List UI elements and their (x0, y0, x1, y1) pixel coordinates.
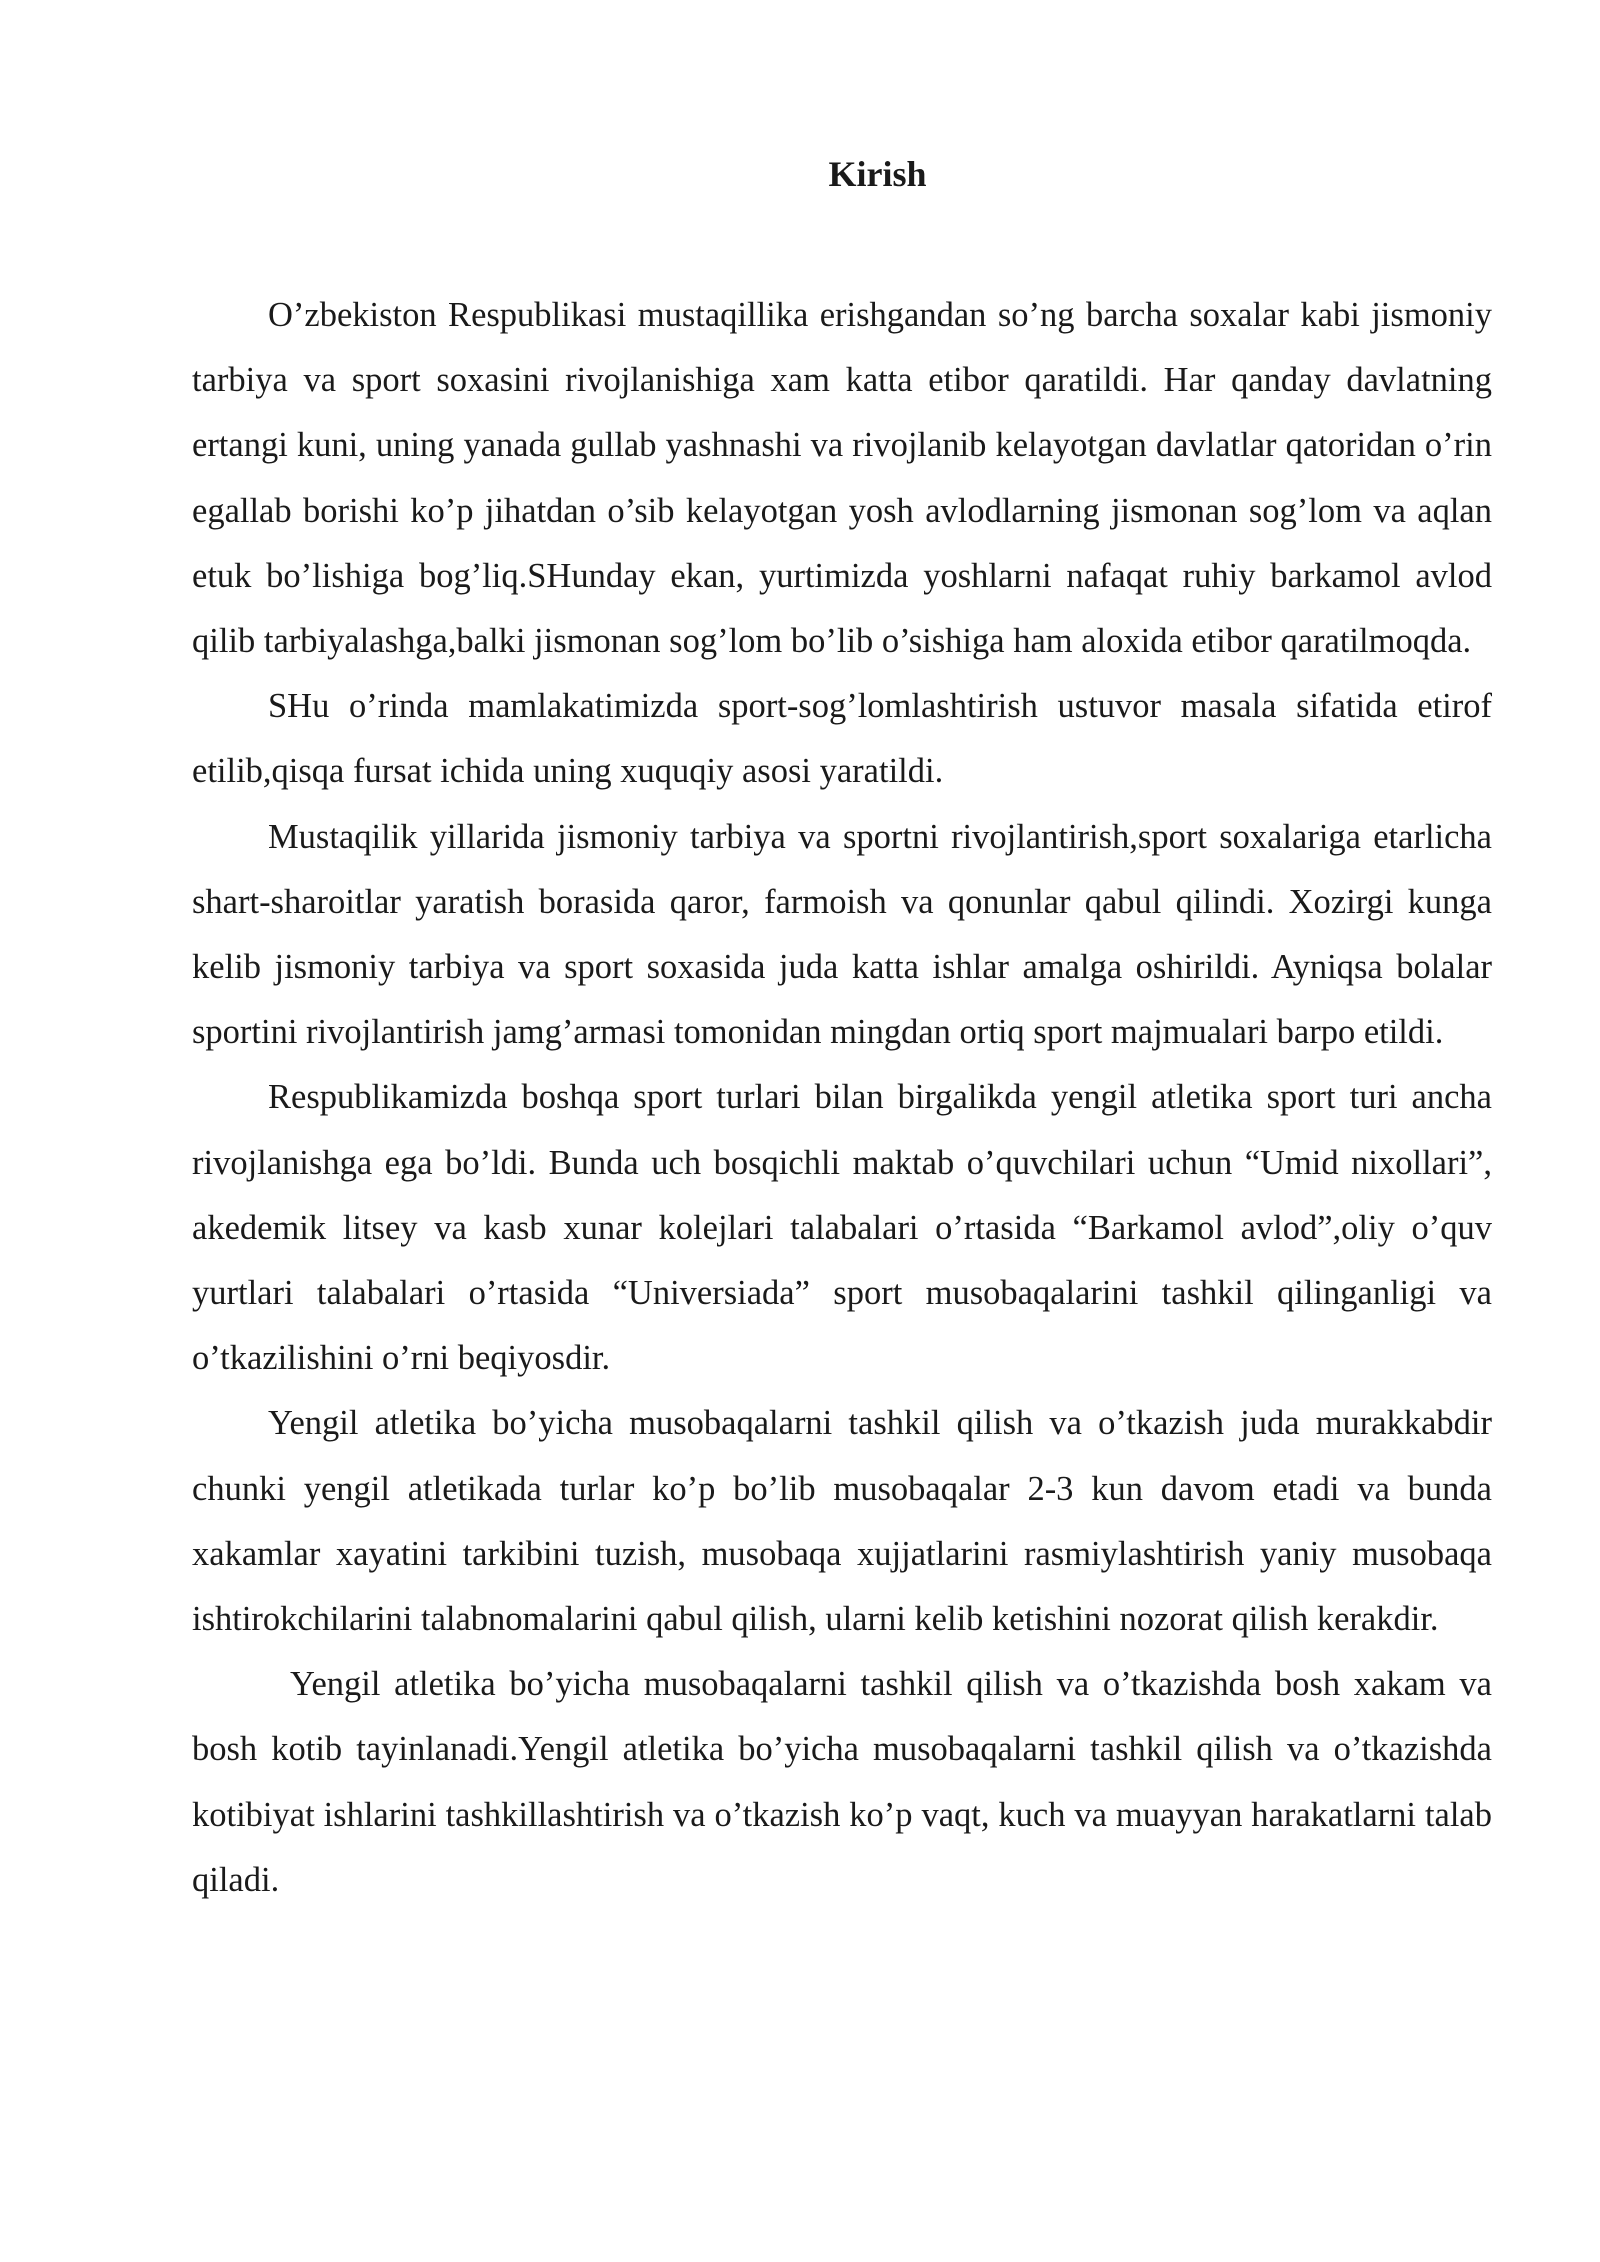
paragraph-legal-basis: SHu o’rinda mamlakatimizda sport-sog’lomlashtirish ustuvor masala sifatida etirof etilib,qisqa fursat ichida uning xuquqiy asosi yaratildi. (192, 687, 1492, 791)
page-title: Kirish (828, 154, 927, 194)
paragraph-independence-years: Mustaqilik yillarida jismoniy tarbiya va sportni rivojlantirish,sport soxalariga etarlicha shart-sharoitlar yaratish borasida qaror, farmoish va qonunlar qabul qilindi. Xozirgi kunga kelib jismoniy tarbiya va sport soxasida juda katta ishlar amalga oshirildi. Ayniqsa bolalar sportini rivojlantirish jamg’armasi tomonidan mingdan ortiq sport majmualari barpo etildi. (192, 817, 1492, 1052)
paragraph-competition-organization: Yengil atletika bo’yicha musobaqalarni tashkil qilish va o’tkazish juda murakkabdir chunki yengil atletikada turlar ko’p bo’lib musobaqalar 2-3 kun davom etadi va bunda xakamlar xayatini tarkibini tuzish, musobaqa xujjatlarini rasmiylashtirish yaniy musobaqa ishtirokchilarini talabnomalarini qabul qilish, ularni kelib ketishini nozorat qilish kerakdir. (192, 1404, 1492, 1639)
paragraph-chief-referee: Yengil atletika bo’yicha musobaqalarni tashkil qilish va o’tkazishda bosh xakam va bosh kotib tayinlanadi.Yengil atletika bo’yicha musobaqalarni tashkil qilish va o’tkazishda kotibiyat ishlarini tashkillashtirish va o’tkazish ko’p vaqt, kuch va muayyan harakatlarni talab qiladi. (192, 1665, 1492, 1899)
paragraph-athletics-development: Respublikamizda boshqa sport turlari bilan birgalikda yengil atletika sport turi ancha rivojlanishga ega bo’ldi. Bunda uch bosqichli maktab o’quvchilari uchun “Umid nixollari”, akedemik litsey va kasb xunar kolejlari talabalari o’rtasida “Barkamol avlod”,oliy o’quv yurtlari talabalari o’rtasida “Universiada” sport musobaqalarini tashkil qilinganligi va o’tkazilishini o’rni beqiyosdir. (192, 1078, 1492, 1378)
document-body (192, 283, 1492, 1913)
paragraph-intro: O’zbekiston Respublikasi mustaqillika erishgandan so’ng barcha soxalar kabi jismoniy tarbiya va sport soxasini rivojlanishiga xam katta etibor qaratildi. Har qanday davlatning ertangi kuni, uning yanada gullab yashnashi va rivojlanib kelayotgan davlatlar qatoridan o’rin egallab borishi ko’p jihatdan o’sib kelayotgan yosh avlodlarning jismonan sog’lom va aqlan etuk bo’lishiga bog’liq.SHunday ekan, yurtimizda yoshlarni nafaqat ruhiy barkamol avlod qilib tarbiyalashga,balki jismonan sog’lom bo’lib o’sishiga ham aloxida etibor qaratilmoqda. (192, 296, 1492, 661)
